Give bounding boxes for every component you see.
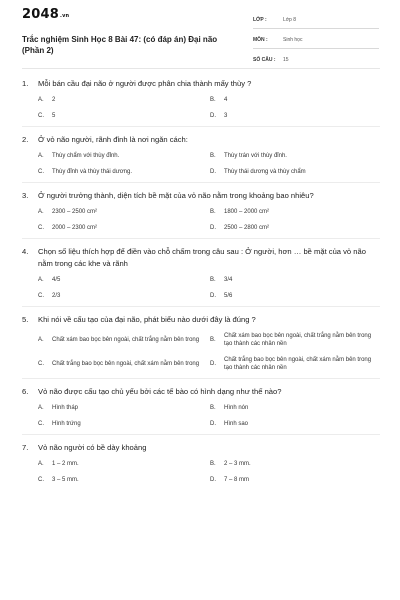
option[interactable] — [210, 356, 382, 372]
option-label: D. — [210, 169, 216, 175]
option[interactable] — [210, 112, 382, 120]
meta-row-subject — [253, 34, 379, 49]
option-label: A. — [38, 337, 44, 343]
question-divider — [22, 182, 380, 183]
question-text: Khi nói về cấu tạo của đại não, phát biểu nào dưới đây là đúng ? — [38, 315, 256, 324]
question-number: 3. — [22, 191, 29, 200]
option-text: 1800 – 2000 cm² — [224, 209, 270, 215]
option-text: Hình trứng — [52, 421, 81, 427]
option[interactable] — [210, 276, 382, 284]
option-label: B. — [210, 277, 216, 283]
header-divider — [22, 68, 380, 69]
option-text: 3/4 — [224, 277, 233, 283]
option-text: 2500 – 2800 cm² — [224, 225, 270, 231]
question-list — [0, 78, 400, 490]
option-label: B. — [210, 337, 216, 343]
option[interactable] — [210, 96, 382, 104]
options — [0, 460, 400, 484]
option-label: A. — [38, 97, 44, 103]
question-text-row — [0, 78, 400, 90]
question-text-row — [0, 134, 400, 146]
question — [0, 78, 400, 127]
option[interactable] — [38, 168, 210, 176]
option-label: B. — [210, 153, 216, 159]
option-text: 2300 – 2500 cm² — [52, 209, 98, 215]
question — [0, 314, 400, 379]
option[interactable] — [38, 224, 210, 232]
question-text-row — [0, 246, 400, 270]
meta-label: SỐ CÂU : — [253, 57, 276, 63]
options — [0, 404, 400, 428]
options — [0, 332, 400, 372]
option-text: 1 – 2 mm. — [52, 461, 79, 467]
option-text: Chất trắng bao bọc bên ngoài, chất xám nằm bên trong — [52, 361, 200, 367]
options — [0, 276, 400, 300]
option[interactable] — [38, 460, 210, 468]
logo-suffix: .vn — [59, 13, 70, 19]
question-divider — [22, 238, 380, 239]
option[interactable] — [38, 404, 210, 412]
option-text: Thùy thái dương và thùy chẩm — [224, 169, 306, 175]
options — [0, 152, 400, 176]
option-label: B. — [210, 405, 216, 411]
option[interactable] — [38, 112, 210, 120]
option[interactable] — [210, 404, 382, 412]
option-text: 2 — [52, 97, 56, 103]
option-label: D. — [210, 225, 216, 231]
option[interactable] — [38, 420, 210, 428]
option-text: Chất trắng bao bọc bên ngoài, chất xám nằm bên trong tạo thành các nhân nền — [224, 357, 372, 371]
question-text: Vỏ não người có bề dày khoảng — [38, 443, 147, 452]
option-label: C. — [38, 421, 44, 427]
option-text: Hình nón — [224, 405, 249, 411]
question-text: Mỗi bán cầu đại não ở người được phân chia thành mấy thùy ? — [38, 79, 252, 88]
option-label: C. — [38, 361, 44, 367]
question — [0, 246, 400, 307]
option[interactable] — [38, 96, 210, 104]
option-label: C. — [38, 225, 44, 231]
option-label: D. — [210, 293, 216, 299]
option-text: 4 — [224, 97, 228, 103]
option-label: B. — [210, 97, 216, 103]
question-text: Ở người trưởng thành, diện tích bề mặt của vỏ não nằm trong khoảng bao nhiêu? — [38, 191, 314, 200]
option-label: C. — [38, 169, 44, 175]
question — [0, 442, 400, 484]
option-text: 4/5 — [52, 277, 61, 283]
option-label: D. — [210, 113, 216, 119]
options — [0, 208, 400, 232]
option[interactable] — [210, 224, 382, 232]
option-label: A. — [38, 277, 44, 283]
header — [0, 0, 400, 62]
question-divider — [22, 378, 380, 379]
question-number: 4. — [22, 247, 29, 256]
question-text: Vỏ não được cấu tạo chủ yếu bởi các tế bào có hình dạng như thế nào? — [38, 387, 282, 396]
options — [0, 96, 400, 120]
question-number: 1. — [22, 79, 29, 88]
option[interactable] — [38, 332, 210, 348]
option[interactable] — [38, 356, 210, 372]
option[interactable] — [210, 332, 382, 348]
question-text: Ở vỏ não người, rãnh đỉnh là nơi ngăn cách: — [38, 135, 188, 144]
option-label: A. — [38, 209, 44, 215]
question-text: Chọn số liệu thích hợp để điền vào chỗ chấm trong câu sau : Ở người, hơn … bề mặt của vỏ não nằm trong các khe và rãnh — [38, 247, 366, 268]
option[interactable] — [210, 476, 382, 484]
meta-label: MÔN : — [253, 37, 268, 43]
option-label: D. — [210, 477, 216, 483]
option[interactable] — [38, 208, 210, 216]
option[interactable] — [210, 152, 382, 160]
option-text: 3 — [224, 113, 228, 119]
option[interactable] — [210, 208, 382, 216]
question-text-row — [0, 442, 400, 454]
option-label: A. — [38, 153, 44, 159]
option-text: 2 – 3 mm. — [224, 461, 251, 467]
question-divider — [22, 306, 380, 307]
question-divider — [22, 434, 380, 435]
meta-row-class — [253, 14, 379, 29]
option-label: D. — [210, 361, 216, 367]
option[interactable] — [210, 292, 382, 300]
option-text: Chất xám bao bọc bên ngoài, chất trắng nằm bên trong — [52, 337, 200, 343]
option[interactable] — [38, 292, 210, 300]
option[interactable] — [38, 152, 210, 160]
option[interactable] — [210, 460, 382, 468]
option-text: 3 – 5 mm. — [52, 477, 79, 483]
meta-info — [253, 14, 379, 74]
option-text: Thùy đỉnh và thùy thái dương. — [52, 169, 132, 175]
option-label: A. — [38, 461, 44, 467]
question-text-row — [0, 190, 400, 202]
meta-label: LỚP : — [253, 17, 267, 23]
site-logo[interactable] — [22, 7, 69, 22]
option-label: B. — [210, 461, 216, 467]
option-label: C. — [38, 477, 44, 483]
option-text: 7 – 8 mm — [224, 477, 250, 483]
question-number: 2. — [22, 135, 29, 144]
meta-value: Sinh học — [283, 37, 303, 43]
question-text-row — [0, 386, 400, 398]
question-number: 6. — [22, 387, 29, 396]
question-divider — [22, 126, 380, 127]
logo-text: 2048 — [22, 7, 59, 22]
option-text: Hình tháp — [52, 405, 79, 411]
question-number: 5. — [22, 315, 29, 324]
option-label: B. — [210, 209, 216, 215]
option[interactable] — [210, 420, 382, 428]
meta-row-count — [253, 54, 379, 69]
option-text: Hình sao — [224, 421, 249, 427]
option-label: D. — [210, 421, 216, 427]
option-label: A. — [38, 405, 44, 411]
page-title: Trắc nghiệm Sinh Học 8 Bài 47: (có đáp án) Đại não (Phần 2) — [22, 35, 218, 55]
option-text: 2/3 — [52, 293, 61, 299]
option[interactable] — [210, 168, 382, 176]
option-label: C. — [38, 113, 44, 119]
question — [0, 386, 400, 435]
option-text: 2000 – 2300 cm² — [52, 225, 98, 231]
option[interactable] — [38, 276, 210, 284]
meta-value: 15 — [283, 57, 289, 63]
option-text: Chất xám bao bọc bên ngoài, chất trắng nằm bên trong tạo thành các nhân nền — [224, 333, 372, 347]
question — [0, 190, 400, 239]
question-number: 7. — [22, 443, 29, 452]
option-label: C. — [38, 293, 44, 299]
question-text-row — [0, 314, 400, 326]
option-text: 5/6 — [224, 293, 233, 299]
meta-value: Lớp 8 — [283, 17, 297, 23]
option-text: Thùy trán với thùy đỉnh. — [224, 153, 287, 159]
option[interactable] — [38, 476, 210, 484]
option-text: Thùy chẩm với thùy đỉnh. — [52, 153, 120, 159]
question — [0, 134, 400, 183]
option-text: 5 — [52, 113, 56, 119]
